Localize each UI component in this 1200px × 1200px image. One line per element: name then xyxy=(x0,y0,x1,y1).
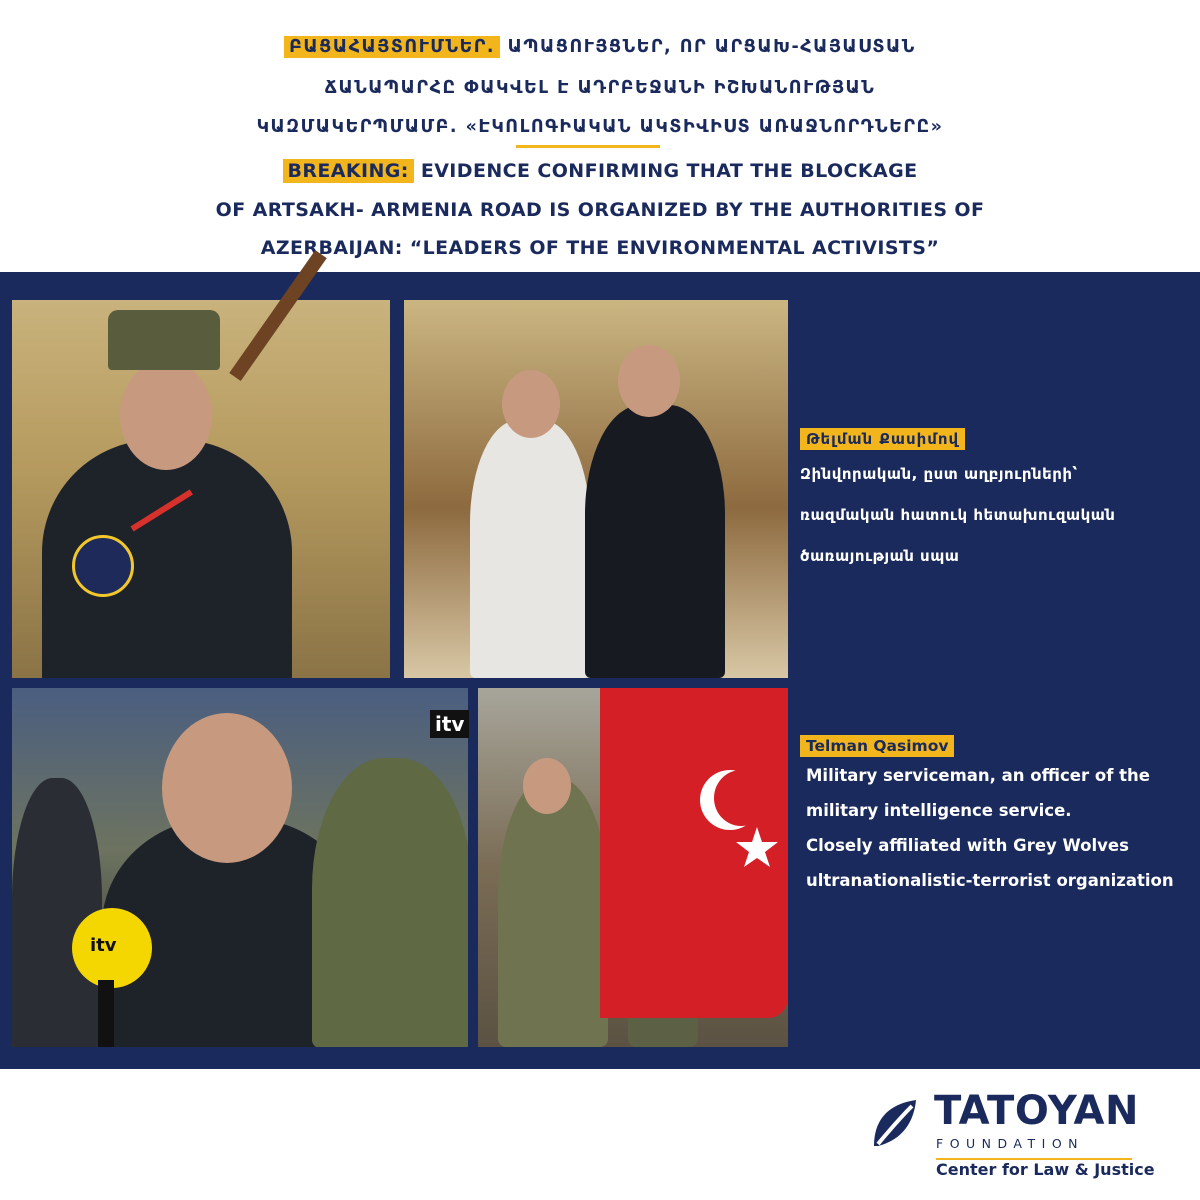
armenian-caption-line-1: Զինվորական, ըստ աղբյուրների՝ xyxy=(800,465,1078,483)
english-caption-line-4: ultranationalistic-terrorist organization xyxy=(806,871,1174,890)
english-headline-line-2: OF ARTSAKH- ARMENIA ROAD IS ORGANIZED BY THE AUTHORITIES OF xyxy=(215,199,985,221)
english-headline-text-1: EVIDENCE CONFIRMING THAT THE BLOCKAGE xyxy=(420,160,918,182)
photo-soldier-with-rifle xyxy=(12,300,390,678)
logo-subtitle: FOUNDATION xyxy=(936,1136,1085,1151)
armenian-breaking-tag: ԲԱՑԱՀԱՅՏՈՒՄՆԵՐ. xyxy=(284,36,500,58)
armenian-headline-line-1 xyxy=(0,37,1200,57)
flag-bearer-face xyxy=(523,758,571,814)
header xyxy=(0,0,1200,272)
armenian-headline-line-3: ԿԱԶՄԱԿԵՐՊՄԱՄԲ. «ԷԿՈԼՈԳԻԱԿԱՆ ԱԿՏԻՎԻՍՏ ԱՌԱՋՆՈՐԴՆԵՐԸ» xyxy=(256,117,944,137)
tatoyan-foundation-logo xyxy=(868,1088,1168,1182)
armenian-person-name: Թելման Քասիմով xyxy=(800,428,965,450)
armenian-caption-line-3: ծառայության սպա xyxy=(800,547,960,565)
man-dark-suit-face xyxy=(618,345,680,417)
star-icon xyxy=(735,825,779,869)
soldier-cap xyxy=(108,310,220,370)
logo-tagline: Center for Law & Justice xyxy=(936,1160,1155,1179)
armenian-caption xyxy=(800,428,1190,573)
interviewee-face xyxy=(162,713,292,863)
logo-name: TATOYAN xyxy=(934,1088,1139,1134)
english-headline-line-3: AZERBAIJAN: “LEADERS OF THE ENVIRONMENTAL ACTIVISTS” xyxy=(260,237,940,259)
english-person-name: Telman Qasimov xyxy=(800,735,954,757)
english-caption xyxy=(800,735,1190,897)
english-headline-line-1 xyxy=(0,160,1200,182)
crescent-cut xyxy=(714,770,768,826)
man-white-shirt xyxy=(470,420,590,678)
armenian-headline-line-2: ՃԱՆԱՊԱՐՀԸ ՓԱԿՎԵԼ Է ԱԴՐԲԵՋԱՆԻ ԻՇԽԱՆՈՒԹՅԱՆ xyxy=(324,78,876,98)
armenian-headline-text-1: ԱՊԱՑՈՒՅՑՆԵՐ, ՈՐ ԱՐՑԱԽ-ՀԱՅԱՍՏԱՆ xyxy=(507,37,916,57)
headline-divider xyxy=(516,145,660,148)
itv-logo: itv xyxy=(430,710,469,738)
english-caption-line-3: Closely affiliated with Grey Wolves xyxy=(806,836,1129,855)
armenian-caption-line-2: ռազմական հատուկ հետախուզական xyxy=(800,506,1116,524)
man-white-shirt-face xyxy=(502,370,560,438)
flag-bearer-body xyxy=(498,778,608,1047)
microphone-handle xyxy=(98,980,114,1047)
man-dark-suit xyxy=(585,405,725,678)
photo-interview-crowd xyxy=(12,688,468,1047)
grey-wolf-patch-icon xyxy=(72,535,134,597)
english-caption-line-1: Military serviceman, an officer of the xyxy=(806,766,1150,785)
bystander-left xyxy=(12,778,102,1047)
english-breaking-tag: BREAKING: xyxy=(283,159,414,183)
itv-mic-label: itv xyxy=(90,935,117,956)
leaf-logo-icon xyxy=(868,1096,922,1152)
english-caption-line-2: military intelligence service. xyxy=(806,801,1072,820)
soldier-face xyxy=(120,360,212,470)
soldiers-right xyxy=(312,758,468,1047)
